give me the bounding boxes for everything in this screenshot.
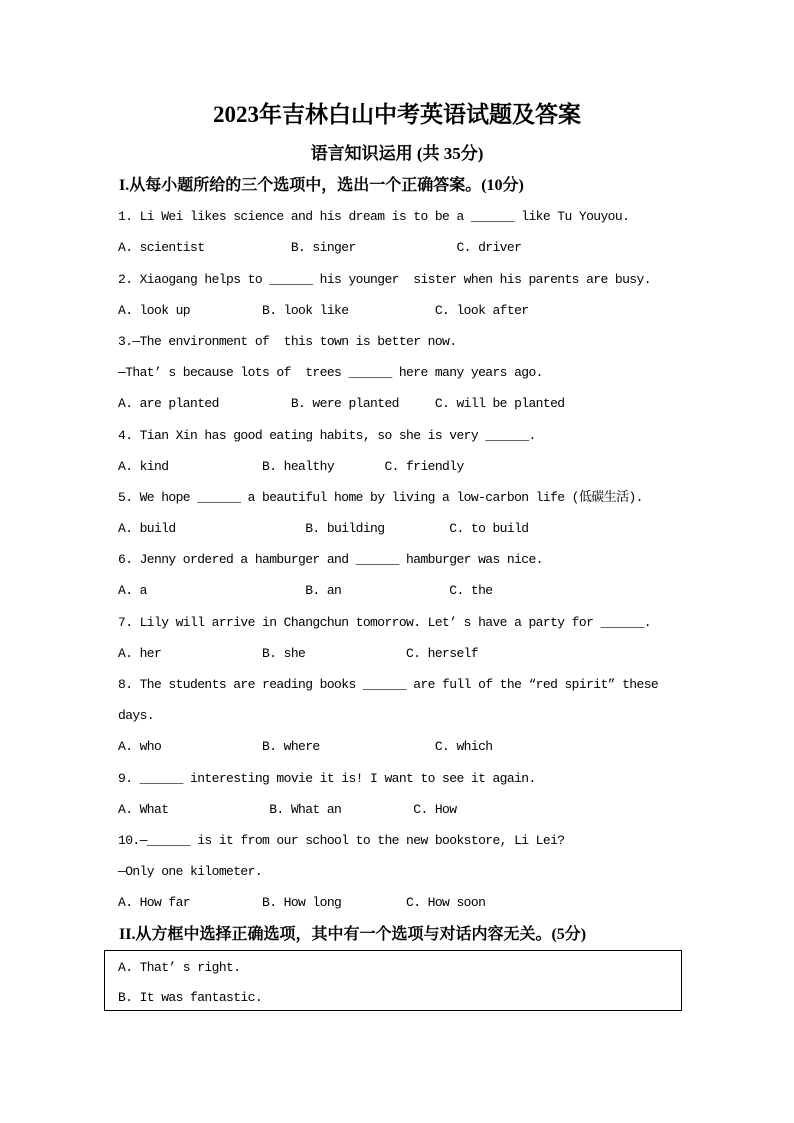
question-4-text: 4. Tian Xin has good eating habits, so she is very ______. (118, 427, 536, 443)
box-option-b: B. It was fantastic. (118, 989, 263, 1005)
box-option-a: A. That’ s right. (118, 960, 241, 976)
question-2-options: A. look up B. look like C. look after (118, 302, 529, 318)
page-title: 2023年吉林白山中考英语试题及答案 (213, 102, 581, 127)
question-3-options: A. are planted B. were planted C. will be planted (118, 396, 565, 412)
question-1-text: 1. Li Wei likes science and his dream is to be a ______ like Tu Youyou. (118, 209, 630, 225)
question-3-text-line-1: 3.—The environment of this town is better now. (118, 333, 457, 349)
question-5-text: 5. We hope ______ a beautiful home by living a low-carbon life (低碳生活). (118, 489, 643, 505)
question-8-options: A. who B. where C. which (118, 739, 493, 755)
question-7-options: A. her B. she C. herself (118, 645, 479, 661)
question-6-text: 6. Jenny ordered a hamburger and ______ hamburger was nice. (118, 552, 543, 568)
question-10-text-line-1: 10.—______ is it from our school to the new bookstore, Li Lei? (118, 832, 565, 848)
question-9-text: 9. ______ interesting movie it is! I want to see it again. (118, 770, 536, 786)
exam-body (0, 170, 794, 1011)
question-2-text: 2. Xiaogang helps to ______ his younger sister when his parents are busy. (118, 271, 651, 287)
section-2-heading: II.从方框中选择正确选项，其中有一个选项与对话内容无关。(5分) (119, 925, 587, 943)
question-5-options: A. build B. building C. to build (118, 521, 529, 537)
question-4-options: A. kind B. healthy C. friendly (118, 458, 464, 474)
question-6-options: A. a B. an C. the (118, 583, 493, 599)
section-1-heading: I.从每小题所给的三个选项中，选出一个正确答案。(10分) (119, 177, 524, 194)
question-3-text-line-2: —That’ s because lots of trees ______ here many years ago. (118, 365, 543, 381)
question-9-options: A. What B. What an C. How (118, 801, 457, 817)
question-8-text-line-1: 8. The students are reading books ______ are full of the “red spirit” these (118, 677, 659, 692)
question-8-text-line-2: days. (118, 708, 155, 724)
question-10-text-line-2: —Only one kilometer. (118, 864, 263, 880)
section-subtitle: 语言知识运用 (共 35分) (310, 144, 484, 163)
question-1-options: A. scientist B. singer C. driver (118, 240, 522, 256)
choice-box (104, 950, 682, 1011)
question-10-options: A. How far B. How long C. How soon (118, 895, 486, 911)
question-7-text: 7. Lily will arrive in Changchun tomorrow. Let’ s have a party for ______. (118, 614, 651, 630)
